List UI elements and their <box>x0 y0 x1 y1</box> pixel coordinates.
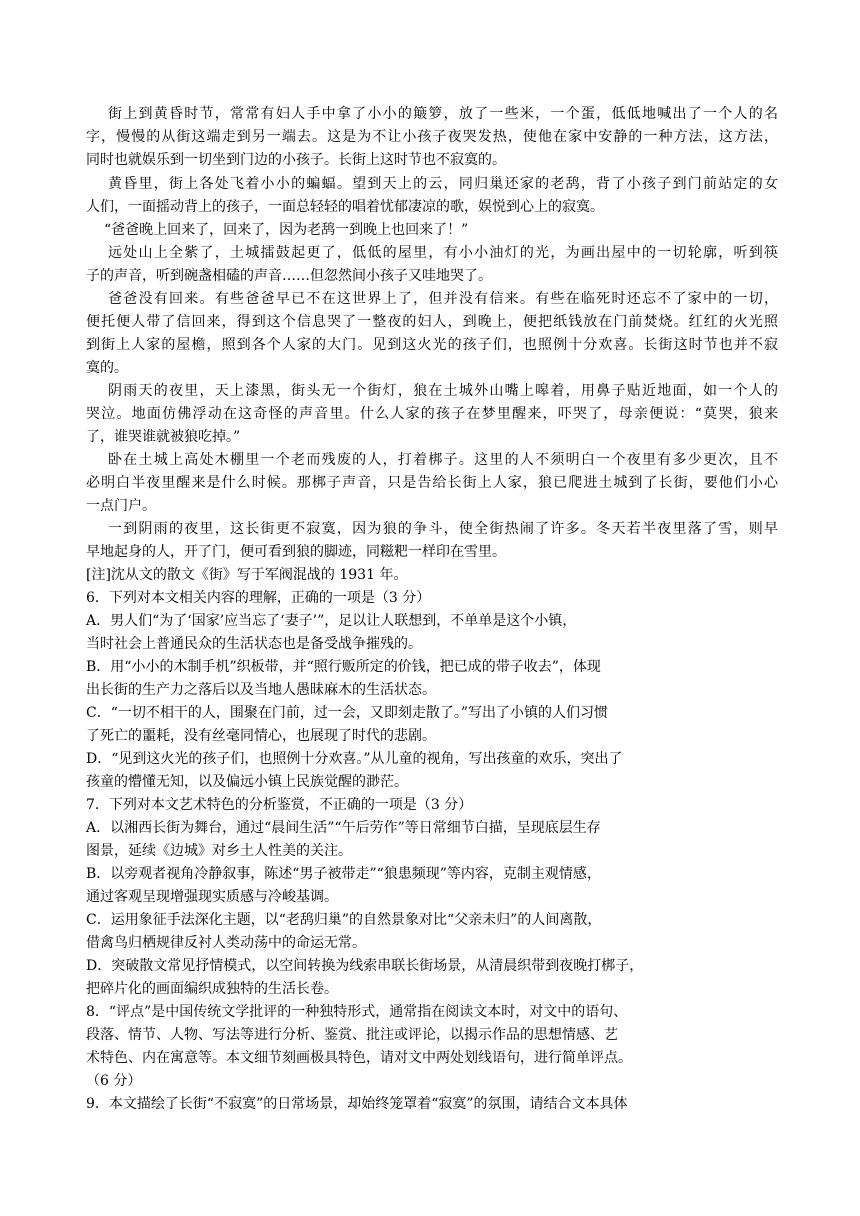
option-7c-cont: 借禽鸟归栖规律反衬人类动荡中的命运无常。 <box>86 935 366 951</box>
paragraph-line: 子的声音，听到碗盏相磕的声音……但忽然间小孩子又哇地哭了。 <box>86 268 492 284</box>
question-8-cont: 术特色、内在寓意等。本文细节刻画极具特色，请对文中两处划线语句，进行简单评点。 <box>86 1050 632 1066</box>
option-7a: A．以湘西长街为舞台，通过“晨间生活”“午后劳作”等日常细节白描，呈现底层生存 <box>86 820 601 836</box>
option-7c: C．运用象征手法深化主题，以“老鸹归巢”的自然景象对比“父亲未归”的人间离散， <box>86 912 602 928</box>
paragraph-line: 远处山上全紫了，土城擂鼓起更了，低低的屋里，有小小油灯的光，为画出屋中的一切轮廓，听到筷 <box>108 245 778 261</box>
option-6d-cont: 孩童的懵懂无知，以及偏远小镇上民族觉醒的渺茫。 <box>86 774 408 790</box>
option-6a: A．男人们“为了‘国家’应当忘了‘妻子’”，足以让人联想到，不单单是这个小镇， <box>86 613 577 629</box>
question-8-cont: 段落、情节、人物、写法等进行分析、鉴赏、批注或评论，以揭示作品的思想情感、艺 <box>86 1027 618 1043</box>
question-9: 9．本文描绘了长街“不寂寞”的日常场景，却始终笼罩着“寂寞”的氛围，请结合文本具体 <box>86 1096 628 1112</box>
paragraph-line: 必明白半夜里醒来是什么时候。那梆子声音，只是告给长街上人家，狼已爬进土城到了长街，要他们小心 <box>86 475 778 491</box>
option-7b-cont: 通过客观呈现增强现实质感与冷峻基调。 <box>86 889 338 905</box>
paragraph-line: 人们，一面摇动背上的孩子，一面总轻轻的唱着忧郁凄凉的歌，娱悦到心上的寂寞。 <box>86 199 604 215</box>
paragraph-line: 同时也就娱乐到一切坐到门边的小孩子。长街上这时节也不寂寞的。 <box>86 152 506 168</box>
paragraph-line: 卧在土城上高处木棚里一个老而残废的人，打着梆子。这里的人不须明白一个夜里有多少更次，且不 <box>108 452 778 468</box>
paragraph-line: 寞的。 <box>86 360 128 376</box>
note-line: [注]沈从文的散文《街》写于军阀混战的 1931 年。 <box>86 567 408 583</box>
question-8: 8．“评点”是中国传统文学批评的一种独特形式，通常指在阅读文本时，对文中的语句、 <box>86 1004 628 1020</box>
question-6: 6．下列对本文相关内容的理解，正确的一项是（3 分） <box>86 590 431 606</box>
paragraph-line: 哭泣。地面仿佛浮动在这奇怪的声音里。什么人家的孩子在梦里醒来，吓哭了，母亲便说：“莫哭，狼来 <box>86 406 778 422</box>
paragraph-line: 黄昏里，街上各处飞着小小的蝙蝠。望到天上的云，同归巢还家的老鸹，背了小孩子到门前站定的女 <box>108 176 778 192</box>
paragraph-line: 阴雨天的夜里，天上漆黑，街头无一个街灯，狼在土城外山嘴上嗥着，用鼻子贴近地面，如一个人的 <box>108 383 778 399</box>
paragraph-line: 爸爸没有回来。有些爸爸早已不在这世界上了，但并没有信来。有些在临死时还忘不了家中的一切， <box>108 291 778 307</box>
paragraph-line: 了，谁哭谁就被狼吃掉。” <box>86 429 241 445</box>
paragraph-line: 字，慢慢的从街这端走到另一端去。这是为不让小孩子夜哭发热，使他在家中安静的一种方法，这方法， <box>86 129 778 145</box>
option-6a-cont: 当时社会上普通民众的生活状态也是备受战争摧残的。 <box>86 636 422 652</box>
option-7b: B．以旁观者视角冷静叙事，陈述“男子被带走”“狼患频现”等内容，克制主观情感， <box>86 866 601 882</box>
option-6b: B．用“小小的木制手机”织板带，并“照行贩所定的价钱，把已成的带子收去”，体现 <box>86 659 601 675</box>
question-8-score: （6 分） <box>86 1073 142 1089</box>
paragraph-line: 一到阴雨的夜里，这长街更不寂寞，因为狼的争斗，使全街热闹了许多。冬天若半夜里落了雪，则早 <box>108 521 778 537</box>
option-6b-cont: 出长街的生产力之落后以及当地人愚昧麻木的生活状态。 <box>86 682 436 698</box>
paragraph-line: 街上到黄昏时节，常常有妇人手中拿了小小的簸箩，放了一些米，一个蛋，低低地喊出了一个人的名 <box>108 106 778 122</box>
dialogue-line: “爸爸晚上回来了，回来了，因为老鸹一到晚上也回来了！” <box>104 222 469 238</box>
paragraph-line: 早地起身的人，开了门，便可看到狼的脚迹，同糍粑一样印在雪里。 <box>86 544 506 560</box>
option-7d: D．突破散文常见抒情模式，以空间转换为线索串联长街场景，从清晨织带到夜晚打梆子， <box>86 958 644 974</box>
paragraph-line: 便托便人带了信回来，得到这个信息哭了一整夜的妇人，到晚上，便把纸钱放在门前焚烧。红红的火光照 <box>86 314 778 330</box>
paragraph-line: 一点门户。 <box>86 498 156 514</box>
option-7a-cont: 图景，延续《边城》对乡土人性美的关注。 <box>86 843 352 859</box>
option-6c-cont: 了死亡的噩耗，没有丝毫同情心，也展现了时代的悲剧。 <box>86 728 436 744</box>
option-6d: D．“见到这火光的孩子们，也照例十分欢喜。”从儿童的视角，写出孩童的欢乐，突出了 <box>86 751 623 767</box>
option-6c: C．“一切不相干的人，围聚在门前，过一会，又即刻走散了。”写出了小镇的人们习惯 <box>86 705 609 721</box>
question-7: 7．下列对本文艺术特色的分析鉴赏，不正确的一项是（3 分） <box>86 797 473 813</box>
option-7d-cont: 把碎片化的画面编织成独特的生活长卷。 <box>86 981 338 997</box>
paragraph-line: 到街上人家的屋檐，照到各个人家的大门。见到这火光的孩子们，也照例十分欢喜。长街这时节也并不寂 <box>86 337 778 353</box>
